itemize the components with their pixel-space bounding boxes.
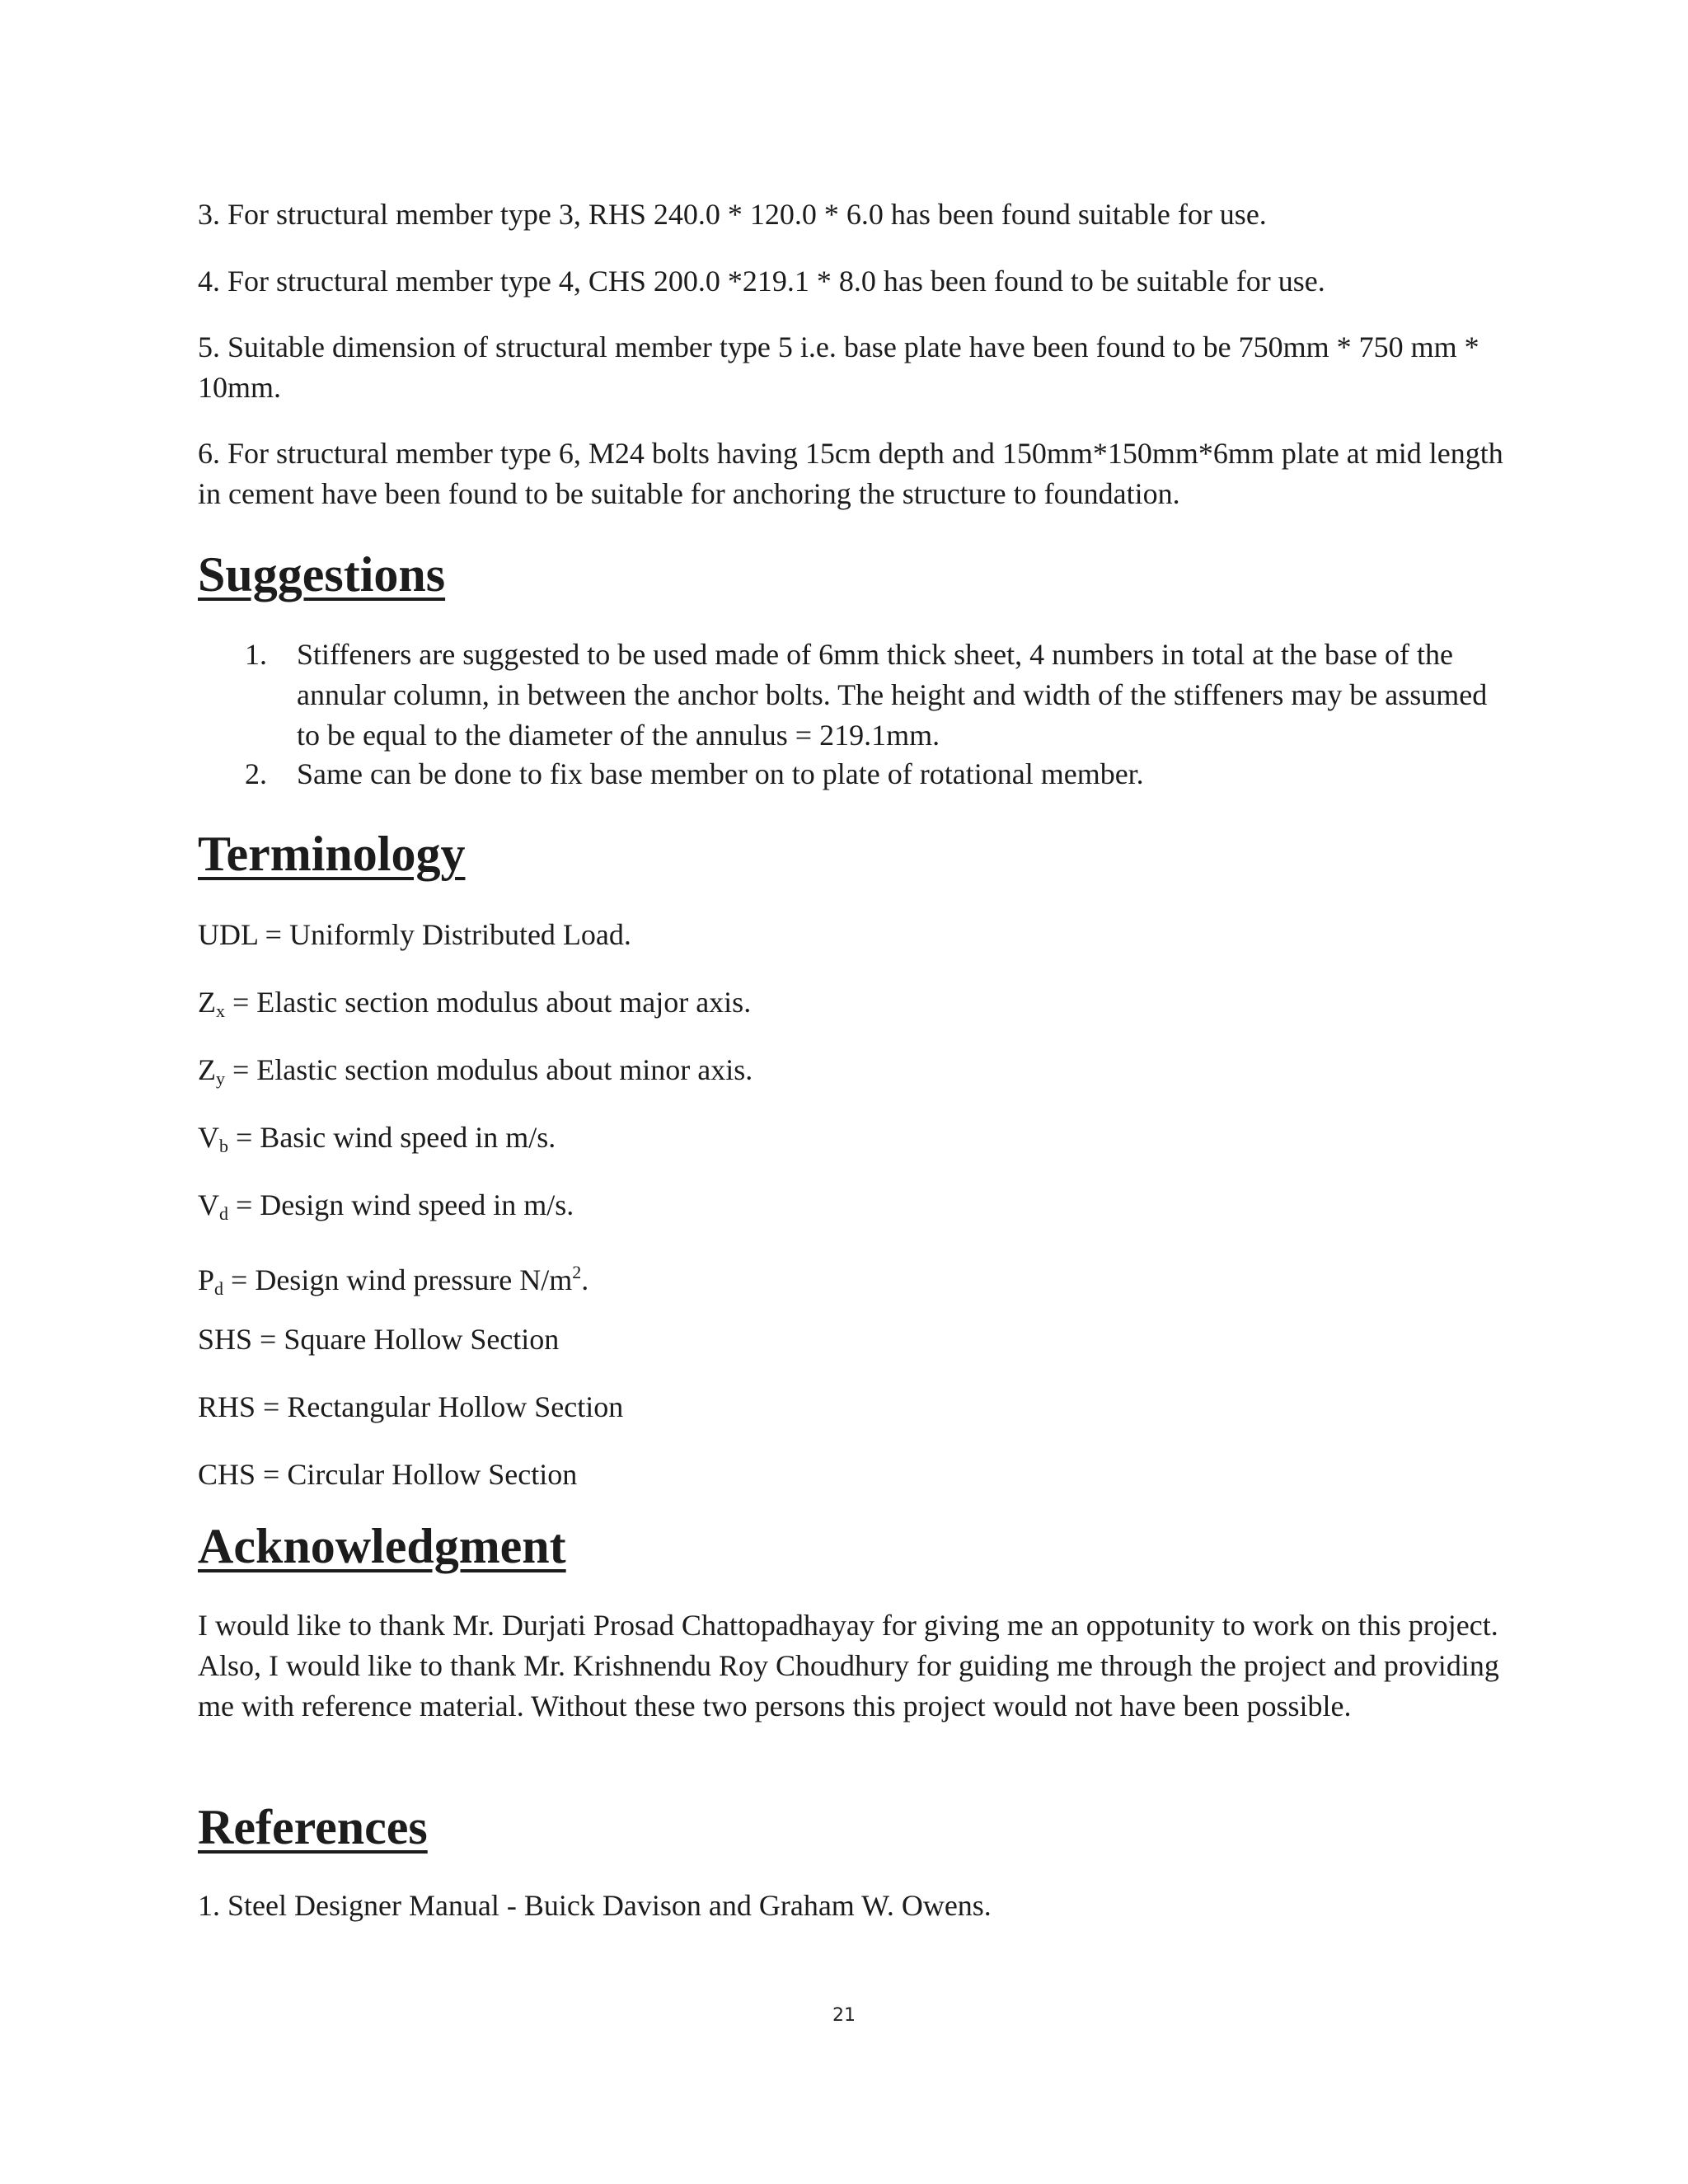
- term-subscript: b: [219, 1136, 228, 1156]
- term-symbol: Z: [198, 986, 216, 1019]
- term-entry: [198, 1387, 623, 1427]
- page-number: 21: [832, 2005, 856, 2026]
- terminology-heading: Terminology: [198, 827, 466, 881]
- term-superscript: 2: [572, 1262, 582, 1282]
- acknowledgment-text: I would like to thank Mr. Durjati Prosad Chattopadhayay for giving me an oppotunity to work on this project. Also, I would like to thank Mr. Krishnendu Roy Choudhury for guiding me through the project and providing me with reference material. Without these two persons this project would not have been possible.: [198, 1609, 1499, 1722]
- list-number: 2.: [245, 757, 267, 790]
- term-entry: [198, 1252, 588, 1309]
- term-entry: [198, 915, 631, 955]
- term-subscript: x: [216, 1001, 225, 1021]
- term-symbol: V: [198, 1188, 219, 1221]
- term-definition: = Elastic section modulus about major axis.: [225, 986, 752, 1019]
- list-number: 1.: [245, 638, 267, 671]
- conclusion-item: 6. For structural member type 6, M24 bolts having 15cm depth and 150mm*150mm*6mm plate at mid length in cement have been found to be suitable for anchoring the structure to foundation.: [198, 437, 1503, 510]
- term-entry: [198, 1185, 574, 1234]
- term-definition: = Design wind speed in m/s.: [228, 1188, 574, 1221]
- suggestions-heading: Suggestions: [198, 547, 446, 602]
- term-definition: = Basic wind speed in m/s.: [228, 1121, 556, 1154]
- term-definition: = Circular Hollow Section: [256, 1458, 578, 1491]
- term-entry: [198, 1455, 577, 1495]
- term-definition: = Rectangular Hollow Section: [256, 1390, 624, 1423]
- term-definition: = Elastic section modulus about minor axis.: [225, 1053, 753, 1086]
- term-subscript: y: [216, 1068, 225, 1089]
- term-entry: [198, 982, 751, 1031]
- term-symbol: Z: [198, 1053, 216, 1086]
- term-symbol: V: [198, 1121, 219, 1154]
- term-subscript: d: [214, 1278, 224, 1299]
- term-entry: [198, 1118, 556, 1166]
- term-entry: [198, 1050, 753, 1099]
- suggestion-text: Same can be done to fix base member on to plate of rotational member.: [297, 757, 1144, 790]
- term-definition: = Design wind pressure N/m: [223, 1263, 573, 1296]
- term-symbol: RHS: [198, 1390, 256, 1423]
- acknowledgment-heading: Acknowledgment: [198, 1519, 566, 1573]
- conclusion-item: 4. For structural member type 4, CHS 200.0 *219.1 * 8.0 has been found to be suitable for use.: [198, 265, 1325, 298]
- term-symbol: SHS: [198, 1323, 253, 1356]
- term-symbol: CHS: [198, 1458, 256, 1491]
- suggestion-text: Stiffeners are suggested to be used made of 6mm thick sheet, 4 numbers in total at the base of the annular column, in between the anchor bolts. The height and width of the stiffeners may be assumed to be equal to the diameter of the annulus = 219.1mm.: [297, 638, 1488, 752]
- conclusion-item: 3. For structural member type 3, RHS 240.0 * 120.0 * 6.0 has been found suitable for use.: [198, 198, 1267, 231]
- term-tail: .: [581, 1263, 589, 1296]
- term-definition: = Square Hollow Section: [252, 1323, 560, 1356]
- term-entry: [198, 1319, 559, 1360]
- term-subscript: d: [219, 1203, 228, 1224]
- term-symbol: UDL: [198, 918, 258, 951]
- reference-item: 1. Steel Designer Manual - Buick Davison and Graham W. Owens.: [198, 1889, 992, 1922]
- conclusion-item: 5. Suitable dimension of structural member type 5 i.e. base plate have been found to be 750mm * 750 mm * 10mm.: [198, 330, 1479, 404]
- term-definition: = Uniformly Distributed Load.: [257, 918, 631, 951]
- term-symbol: P: [198, 1263, 215, 1296]
- references-heading: References: [198, 1800, 428, 1854]
